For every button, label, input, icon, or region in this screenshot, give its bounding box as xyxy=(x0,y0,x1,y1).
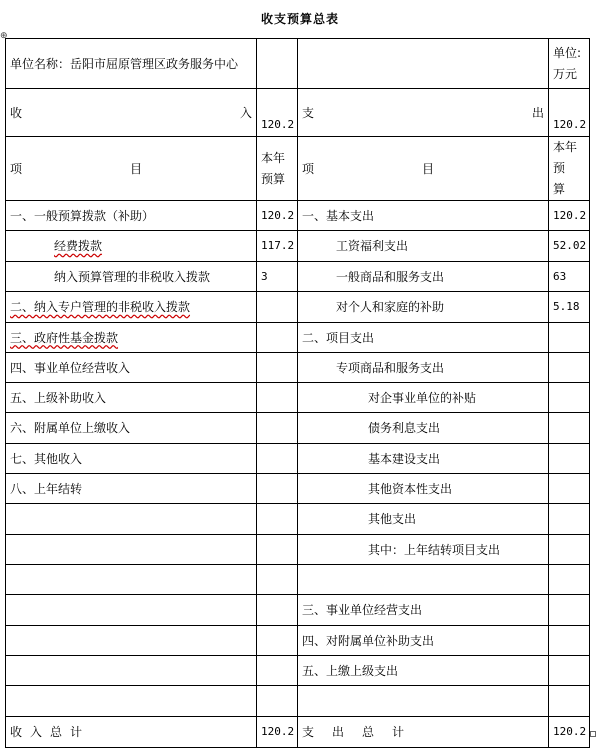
unit-row xyxy=(6,39,590,89)
expense-value xyxy=(549,413,590,444)
table-row xyxy=(6,504,590,535)
item-header-right: 项 目 xyxy=(298,137,549,201)
expense-value: 5.18 xyxy=(549,292,590,323)
expense-item: 一般商品和服务支出 xyxy=(298,262,549,292)
expense-item: 其中：上年结转项目支出 xyxy=(298,535,549,565)
income-item xyxy=(6,656,257,686)
income-item xyxy=(6,686,257,717)
expense-value xyxy=(549,565,590,595)
table-row xyxy=(6,292,590,323)
budget-header-left: 本年 预算 xyxy=(257,137,298,201)
expense-value: 52.02 xyxy=(549,231,590,262)
expense-value xyxy=(549,686,590,717)
income-item xyxy=(6,595,257,626)
table-row xyxy=(6,262,590,292)
budget-table xyxy=(5,38,590,748)
income-item: 五、上级补助收入 xyxy=(6,383,257,413)
expense-value xyxy=(549,504,590,535)
table-row xyxy=(6,686,590,717)
income-value: 3 xyxy=(257,262,298,292)
income-item: 四、事业单位经营收入 xyxy=(6,353,257,383)
income-summary-cell: 收 入 xyxy=(6,89,257,137)
income-item: 一、一般预算拨款（补助） xyxy=(6,201,257,231)
item-header-left: 项 目 xyxy=(6,137,257,201)
expense-item: 一、基本支出 xyxy=(298,201,549,231)
income-value xyxy=(257,353,298,383)
income-value xyxy=(257,686,298,717)
table-row xyxy=(6,323,590,353)
expense-item: 对个人和家庭的补助 xyxy=(298,292,549,323)
income-value xyxy=(257,474,298,504)
table-row xyxy=(6,595,590,626)
income-item: 八、上年结转 xyxy=(6,474,257,504)
expense-item: 二、项目支出 xyxy=(298,323,549,353)
expense-summary-value: 120.2 xyxy=(549,89,590,137)
table-row xyxy=(6,474,590,504)
expense-item: 对企事业单位的补贴 xyxy=(298,383,549,413)
expense-item: 基本建设支出 xyxy=(298,444,549,474)
income-value xyxy=(257,383,298,413)
income-value xyxy=(257,626,298,656)
unit-note-cell: 单位: 万元 xyxy=(549,39,590,89)
empty-cell xyxy=(257,39,298,89)
expense-total-value: 120.2 xyxy=(549,717,590,748)
table-row xyxy=(6,535,590,565)
table-row xyxy=(6,353,590,383)
empty-cell xyxy=(298,39,549,89)
table-resize-handle[interactable] xyxy=(590,731,596,737)
income-item: 经费拨款 xyxy=(6,231,257,262)
expense-value xyxy=(549,383,590,413)
page-title: 收支预算总表 xyxy=(260,12,339,26)
income-item: 七、其他收入 xyxy=(6,444,257,474)
expense-value xyxy=(549,595,590,626)
table-row xyxy=(6,383,590,413)
income-item xyxy=(6,535,257,565)
expense-value xyxy=(549,535,590,565)
table-row xyxy=(6,413,590,444)
expense-item xyxy=(298,686,549,717)
budget-header-right: 本年预 算 xyxy=(549,137,590,201)
expense-value xyxy=(549,474,590,504)
expense-item: 工资福利支出 xyxy=(298,231,549,262)
expense-value xyxy=(549,656,590,686)
expense-summary-cell: 支 出 xyxy=(298,89,549,137)
totals-row xyxy=(6,717,590,748)
expense-item xyxy=(298,565,549,595)
unit-name-cell: 单位名称：岳阳市屈原管理区政务服务中心 xyxy=(6,39,257,89)
income-value: 117.2 xyxy=(257,231,298,262)
income-value xyxy=(257,504,298,535)
table-row xyxy=(6,231,590,262)
expense-value: 120.2 xyxy=(549,201,590,231)
table-row xyxy=(6,201,590,231)
expense-item: 其他支出 xyxy=(298,504,549,535)
income-total-value: 120.2 xyxy=(257,717,298,748)
income-value: 120.2 xyxy=(257,201,298,231)
income-item: 六、附属单位上缴收入 xyxy=(6,413,257,444)
expense-item: 三、事业单位经营支出 xyxy=(298,595,549,626)
table-row xyxy=(6,444,590,474)
expense-value xyxy=(549,444,590,474)
income-value xyxy=(257,595,298,626)
income-value xyxy=(257,656,298,686)
income-summary-value: 120.2 xyxy=(257,89,298,137)
income-total-label: 收入总计 xyxy=(6,717,257,748)
expense-value xyxy=(549,626,590,656)
expense-value: 63 xyxy=(549,262,590,292)
income-item xyxy=(6,626,257,656)
expense-value xyxy=(549,353,590,383)
expense-item: 五、上缴上级支出 xyxy=(298,656,549,686)
income-value xyxy=(257,413,298,444)
income-item xyxy=(6,504,257,535)
table-row xyxy=(6,626,590,656)
expense-item: 债务利息支出 xyxy=(298,413,549,444)
summary-row xyxy=(6,89,590,137)
income-item: 纳入预算管理的非税收入拨款 xyxy=(6,262,257,292)
table-anchor-icon[interactable]: ⊕ xyxy=(0,31,8,41)
expense-value xyxy=(549,323,590,353)
income-value xyxy=(257,323,298,353)
expense-item: 专项商品和服务支出 xyxy=(298,353,549,383)
header-row xyxy=(6,137,590,201)
income-value xyxy=(257,292,298,323)
income-value xyxy=(257,565,298,595)
expense-item: 其他资本性支出 xyxy=(298,474,549,504)
expense-item: 四、对附属单位补助支出 xyxy=(298,626,549,656)
expense-total-label: 支出总计 xyxy=(298,717,549,748)
table-row xyxy=(6,565,590,595)
income-value xyxy=(257,535,298,565)
income-item: 二、纳入专户管理的非税收入拨款 xyxy=(6,292,257,323)
income-item xyxy=(6,565,257,595)
table-row xyxy=(6,656,590,686)
income-value xyxy=(257,444,298,474)
income-item: 三、政府性基金拨款 xyxy=(6,323,257,353)
